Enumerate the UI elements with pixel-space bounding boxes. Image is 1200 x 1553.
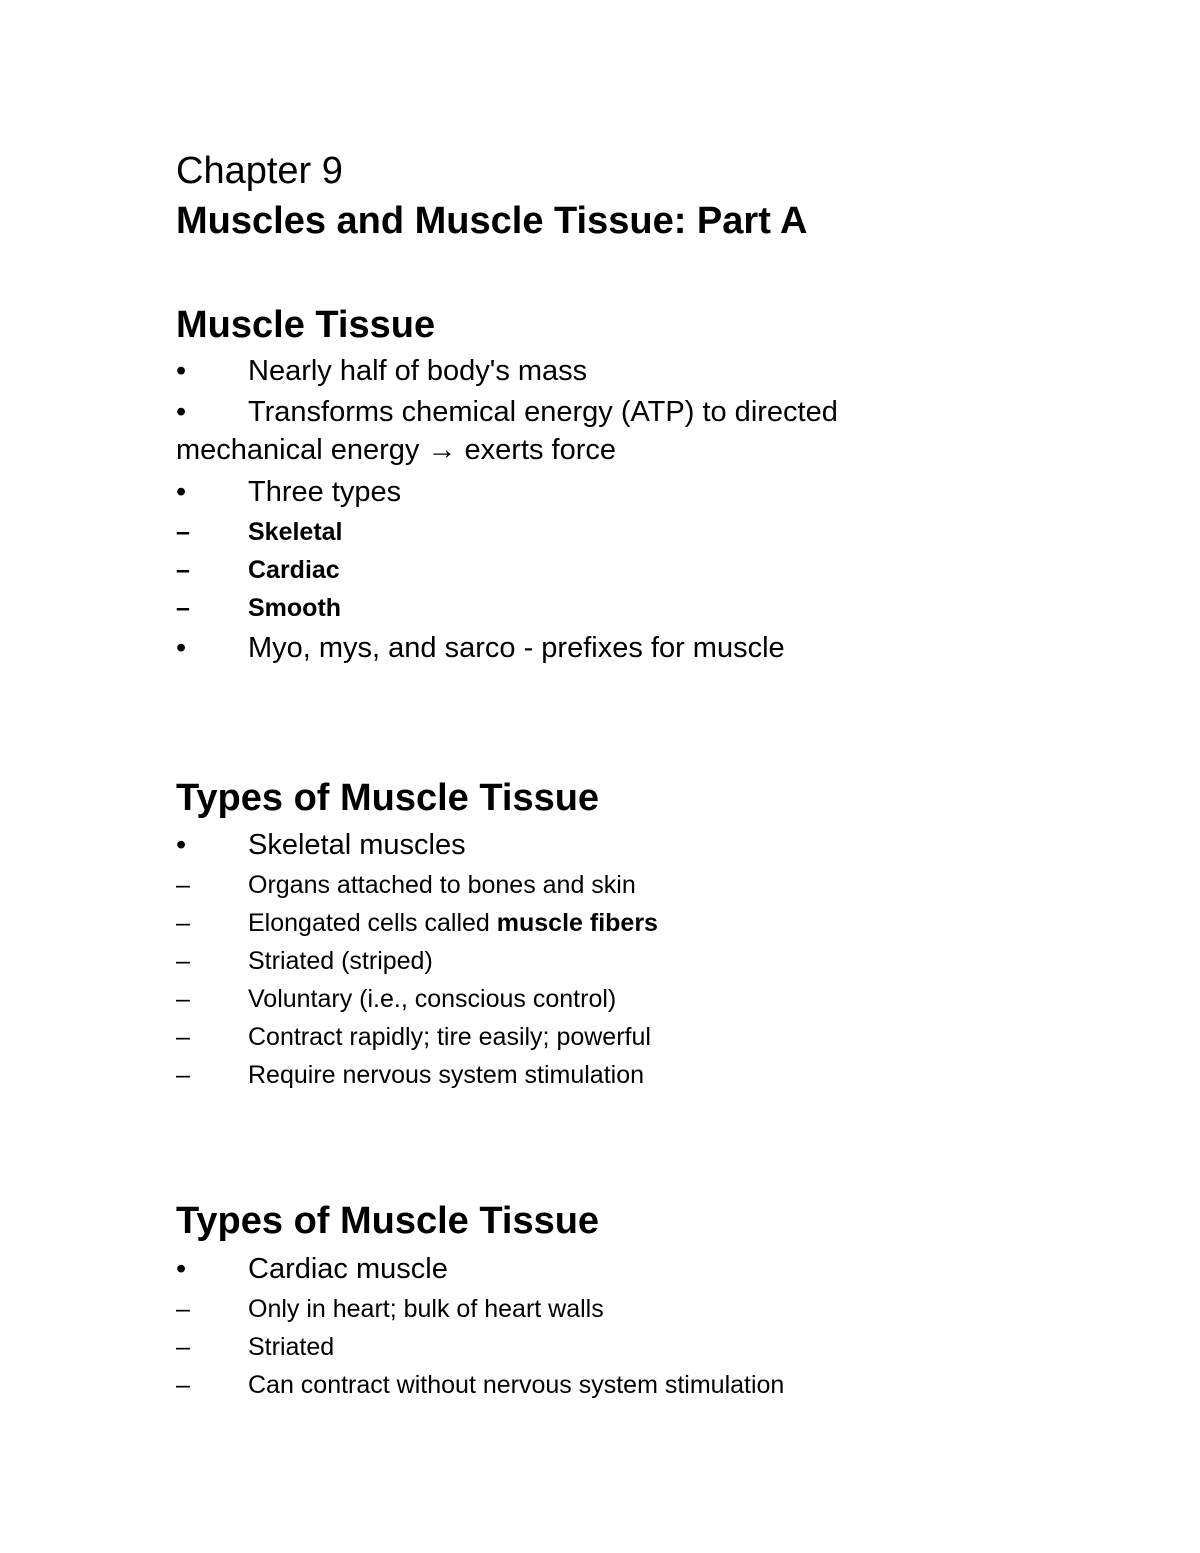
- dash-marker: –: [176, 556, 190, 584]
- sub-list-item-text: [248, 909, 658, 938]
- bullet-marker: •: [176, 632, 187, 664]
- section-heading-types-of-muscle-tissue: Types of Muscle Tissue: [176, 777, 600, 819]
- sub-list-item-text: Only in heart; bulk of heart walls: [248, 1295, 604, 1323]
- list-item-continuation: mechanical energy → exerts force: [176, 434, 617, 466]
- dash-marker: –: [176, 1295, 190, 1323]
- bullet-marker: •: [176, 1253, 187, 1285]
- sub-list-item-text: Smooth: [248, 594, 342, 622]
- list-item-text: Myo, mys, and sarco - prefixes for muscle: [248, 632, 785, 664]
- dash-marker: –: [176, 1333, 190, 1361]
- dash-marker: –: [176, 985, 190, 1013]
- bullet-marker: •: [176, 476, 187, 508]
- sub-list-item-text: Cardiac: [248, 556, 340, 584]
- dash-marker: –: [176, 518, 190, 546]
- list-item-text: Transforms chemical energy (ATP) to directed: [248, 396, 838, 428]
- sub-list-item-text: Can contract without nervous system stimulation: [248, 1371, 785, 1399]
- sub-list-item-text: Skeletal: [248, 518, 343, 546]
- list-item-text: Three types: [248, 476, 402, 508]
- sub-list-item-text-prefix: Elongated cells called: [248, 909, 497, 937]
- list-item-text: Nearly half of body's mass: [248, 355, 588, 387]
- section-heading-types-of-muscle-tissue-2: Types of Muscle Tissue: [176, 1200, 600, 1242]
- bullet-marker: •: [176, 355, 187, 387]
- list-item-text: Skeletal muscles: [248, 829, 466, 861]
- dash-marker: –: [176, 871, 190, 899]
- dash-marker: –: [176, 594, 190, 622]
- sub-list-item-text: Require nervous system stimulation: [248, 1061, 644, 1089]
- page-title: Muscles and Muscle Tissue: Part A: [176, 200, 808, 242]
- dash-marker: –: [176, 1023, 190, 1051]
- bullet-marker: •: [176, 829, 187, 861]
- dash-marker: –: [176, 909, 190, 937]
- dash-marker: –: [176, 1061, 190, 1089]
- sub-list-item-text: Organs attached to bones and skin: [248, 871, 636, 899]
- dash-marker: –: [176, 1371, 190, 1399]
- list-item-text: Cardiac muscle: [248, 1253, 448, 1285]
- bullet-marker: •: [176, 396, 187, 428]
- chapter-label: Chapter 9: [176, 150, 343, 192]
- dash-marker: –: [176, 947, 190, 975]
- section-heading-muscle-tissue: Muscle Tissue: [176, 304, 436, 346]
- sub-list-item-text: Contract rapidly; tire easily; powerful: [248, 1023, 651, 1051]
- key-term: muscle fibers: [496, 909, 658, 937]
- sub-list-item-text: Voluntary (i.e., conscious control): [248, 985, 617, 1013]
- sub-list-item-text: Striated (striped): [248, 947, 433, 975]
- sub-list-item-text: Striated: [248, 1333, 335, 1361]
